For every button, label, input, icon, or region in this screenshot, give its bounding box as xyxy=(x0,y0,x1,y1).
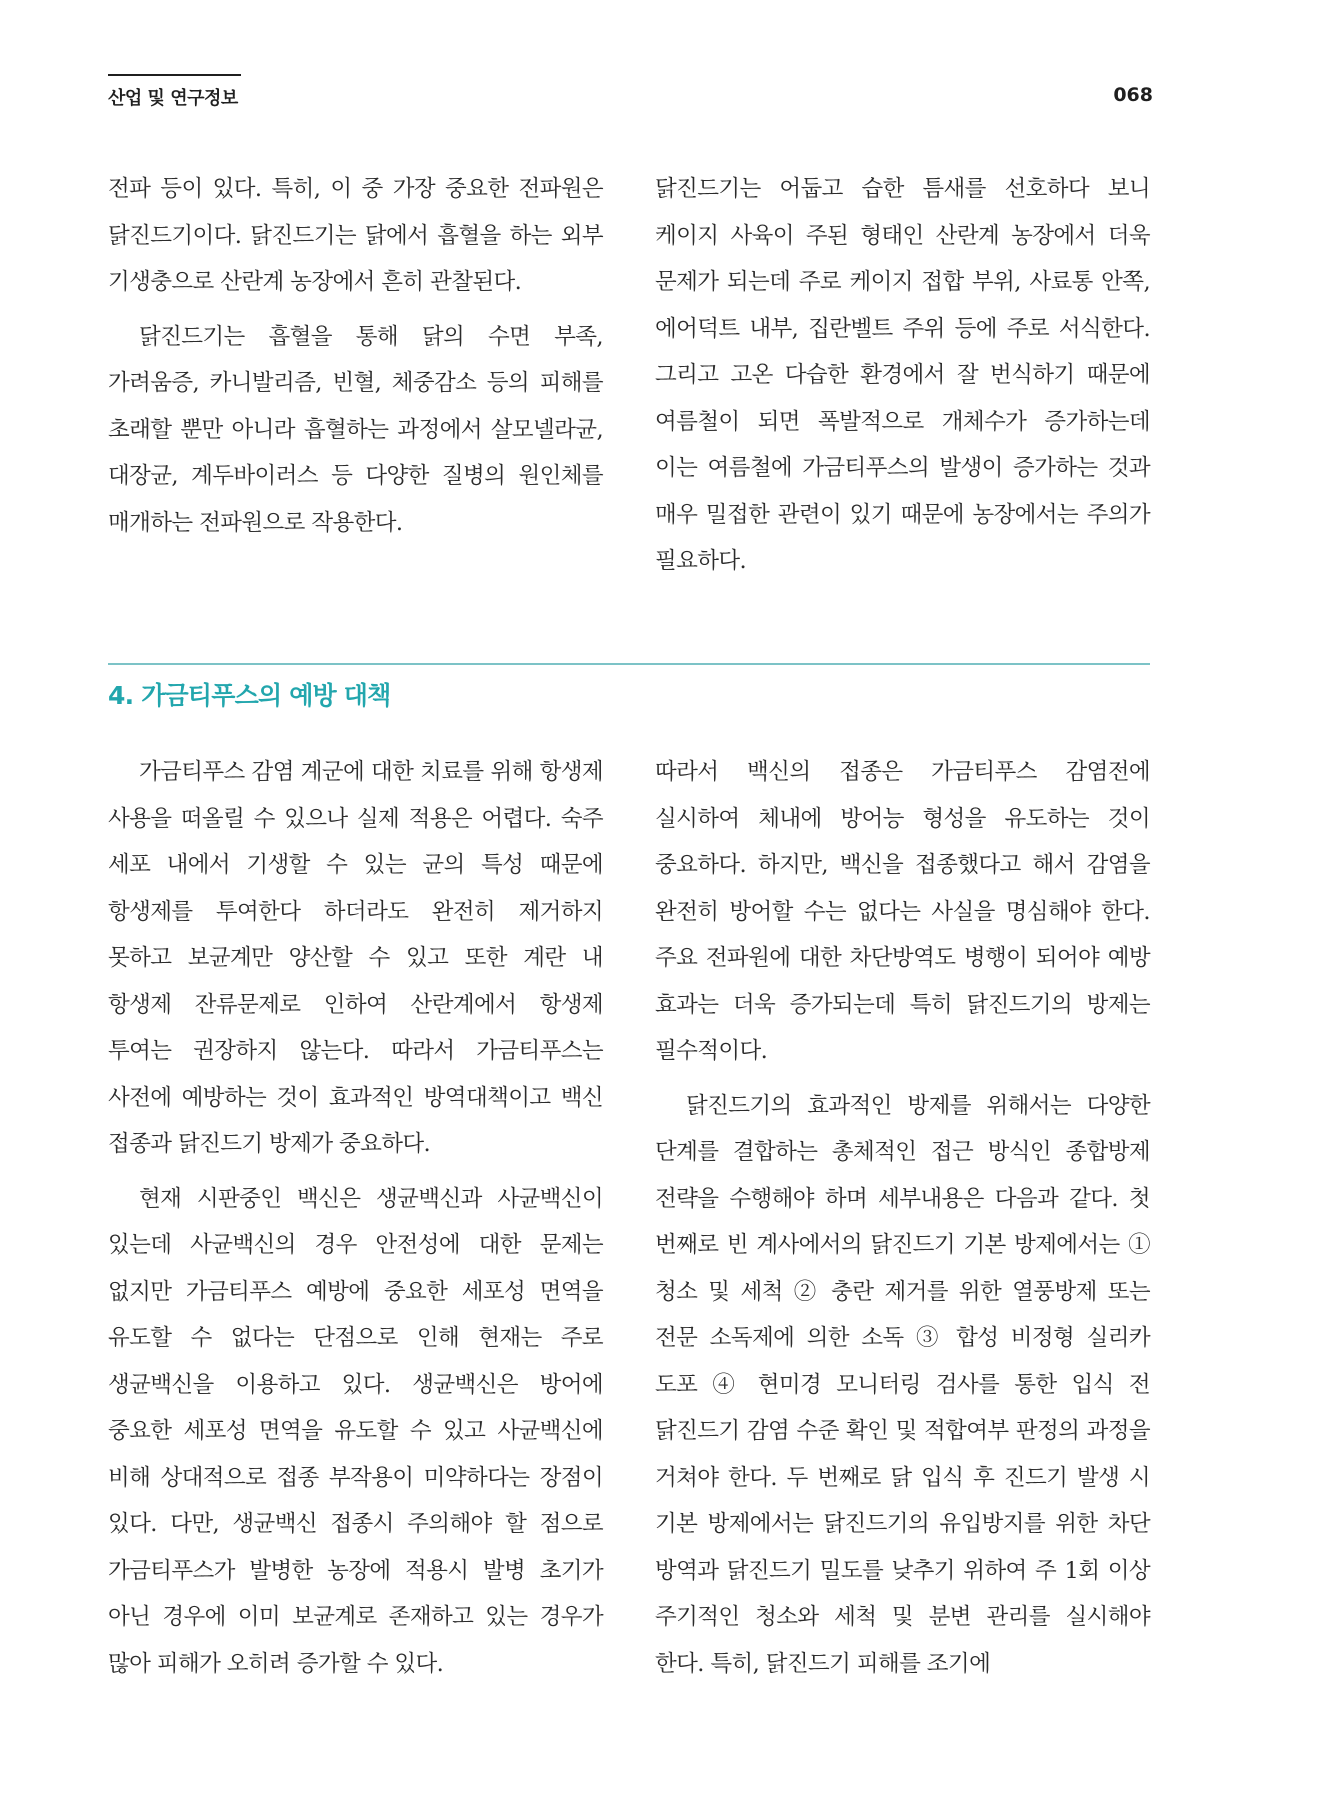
paragraph: 전파 등이 있다. 특히, 이 중 가장 중요한 전파원은 닭진드기이다. 닭진드기는 닭에서 흡혈을 하는 외부 기생충으로 산란계 농장에서 흔히 관찰된다. xyxy=(108,176,603,295)
bottom-right-column xyxy=(655,749,1150,1687)
paragraph: 현재 시판중인 백신은 생균백신과 사균백신이 있는데 사균백신의 경우 안전성에 대한 문제는 없지만 가금티푸스 예방에 중요한 세포성 면역을 유도할 수 없다는 단점으로 인해 현재는 주로 생균백신을 이용하고 있다. 생균백신은 방어에 중요한 세포성 면역을 유도할 수 있고 사균백신에 비해 상대적으로 접종 부작용이 미약하다는 장점이 있다. 다만, 생균백신 접종시 주의해야 할 점으로 가금티푸스가 발병한 농장에 적용시 발병 초기가 아닌 경우에 이미 보균계로 존재하고 있는 경우가 많아 피해가 오히려 증가할 수 있다. xyxy=(108,1185,603,1677)
header-rule xyxy=(108,74,241,76)
paragraph: 닭진드기의 효과적인 방제를 위해서는 다양한 단계를 결합하는 총체적인 접근 방식인 종합방제 전략을 수행해야 하며 세부내용은 다음과 같다. 첫 번째로 빈 계사에서의 닭진드기 기본 방제에서는 ① 청소 및 세척 ② 충란 제거를 위한 열풍방제 또는 전문 소독제에 의한 소독 ③ 합성 비정형 실리카 도포 ④ 현미경 모니터링 검사를 통한 입식 전 닭진드기 감염 수준 확인 및 적합여부 판정의 과정을 거쳐야 한다. 두 번째로 닭 입식 후 진드기 발생 시 기본 방제에서는 닭진드기의 유입방지를 위한 차단 방역과 닭진드기 밀도를 낮추기 위하여 주 1회 이상 주기적인 청소와 세척 및 분변 관리를 실시해야 한다. 특히, 닭진드기 피해를 조기에 xyxy=(655,1092,1150,1677)
paragraph: 따라서 백신의 접종은 가금티푸스 감염전에 실시하여 체내에 방어능 형성을 유도하는 것이 중요하다. 하지만, 백신을 접종했다고 해서 감염을 완전히 방어할 수는 없다는 사실을 명심해야 한다. 주요 전파원에 대한 차단방역도 병행이 되어야 예방 효과는 더욱 증가되는데 특히 닭진드기의 방제는 필수적이다. xyxy=(655,759,1150,1064)
paragraph: 닭진드기는 어둡고 습한 틈새를 선호하다 보니 케이지 사육이 주된 형태인 산란계 농장에서 더욱 문제가 되는데 주로 케이지 접합 부위, 사료통 안쪽, 에어덕트 내부, 집란벨트 주위 등에 주로 서식한다. 그리고 고온 다습한 환경에서 잘 번식하기 때문에 여름철이 되면 폭발적으로 개체수가 증가하는데 이는 여름철에 가금티푸스의 발생이 증가하는 것과 매우 밀접한 관련이 있기 때문에 농장에서는 주의가 필요하다. xyxy=(655,176,1150,574)
section-heading: 4. 가금티푸스의 예방 대책 xyxy=(108,681,391,710)
top-left-column xyxy=(108,166,603,546)
page-number: 068 xyxy=(1113,84,1153,106)
section-divider xyxy=(108,663,1150,665)
paragraph: 가금티푸스 감염 계군에 대한 치료를 위해 항생제 사용을 떠올릴 수 있으나 실제 적용은 어렵다. 숙주 세포 내에서 기생할 수 있는 균의 특성 때문에 항생제를 투여한다 하더라도 완전히 제거하지 못하고 보균계만 양산할 수 있고 또한 계란 내 항생제 잔류문제로 인하여 산란계에서 항생제 투여는 권장하지 않는다. 따라서 가금티푸스는 사전에 예방하는 것이 효과적인 방역대책이고 백신 접종과 닭진드기 방제가 중요하다. xyxy=(108,759,603,1157)
top-right-column xyxy=(655,166,1150,585)
bottom-left-column xyxy=(108,749,603,1687)
header-section-title: 산업 및 연구정보 xyxy=(108,88,238,109)
paragraph: 닭진드기는 흡혈을 통해 닭의 수면 부족, 가려움증, 카니발리즘, 빈혈, 체중감소 등의 피해를 초래할 뿐만 아니라 흡혈하는 과정에서 살모넬라균, 대장균, 계두바이러스 등 다양한 질병의 원인체를 매개하는 전파원으로 작용한다. xyxy=(108,323,603,536)
